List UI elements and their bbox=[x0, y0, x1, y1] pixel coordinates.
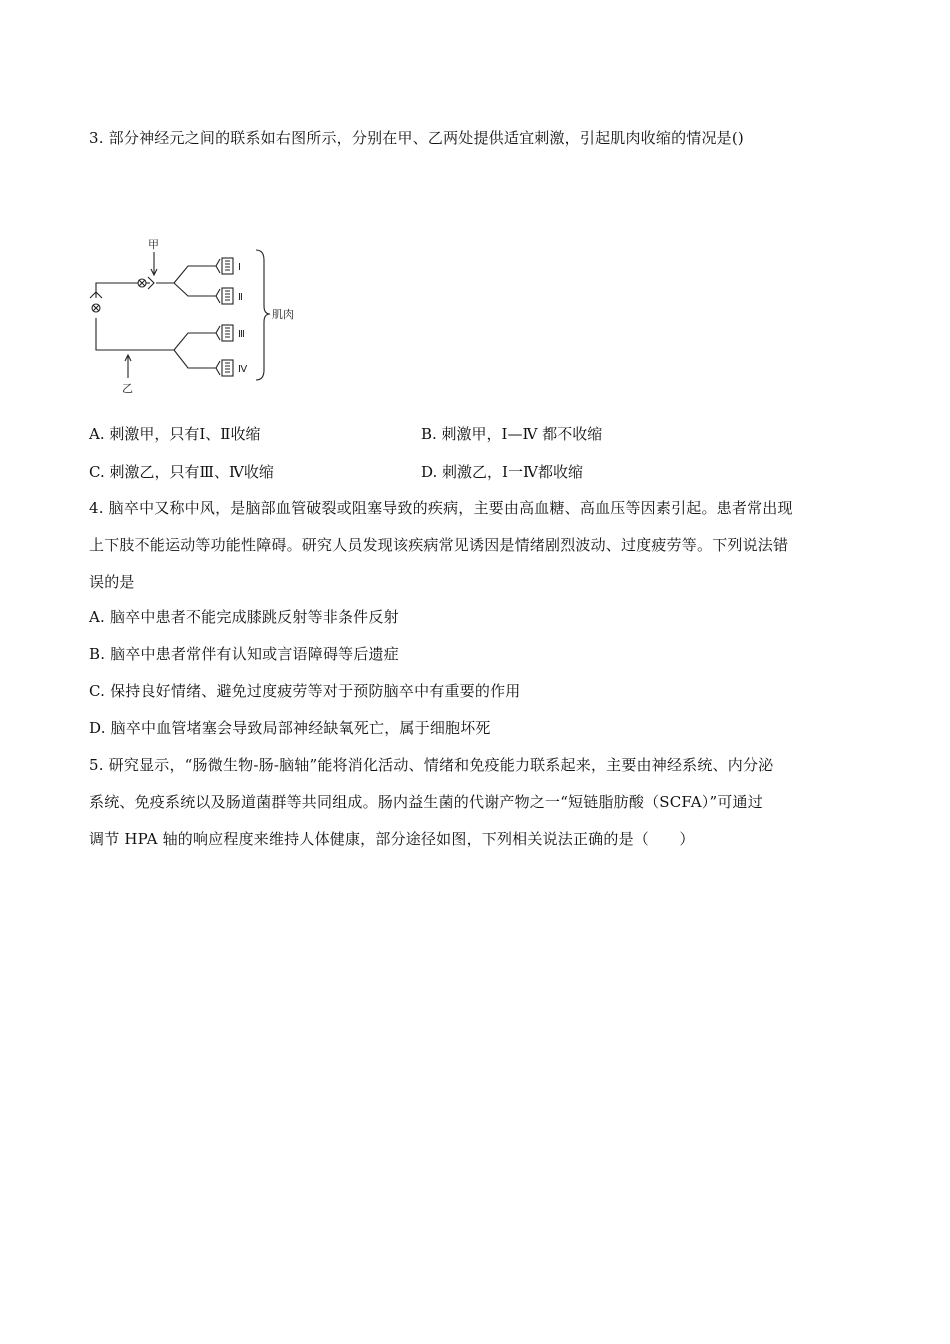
q3-stem: 3. 部分神经元之间的联系如右图所示，分别在甲、乙两处提供适宜刺激，引起肌肉收缩的情况是() bbox=[89, 129, 744, 147]
label-II: Ⅱ bbox=[238, 292, 243, 303]
label-yi: 乙 bbox=[122, 382, 133, 395]
branch-I bbox=[174, 266, 216, 283]
q5-stem-line-3: 调节 HPA 轴的响应程度来维持人体健康，部分途径如图，下列相关说法正确的是（ ） bbox=[89, 830, 695, 848]
branch-IV bbox=[174, 350, 216, 368]
muscle-ending-IV bbox=[216, 360, 233, 376]
lower-axon-line bbox=[96, 318, 174, 350]
branch-II bbox=[174, 283, 216, 296]
q5-stem-line-2: 系统、免疫系统以及肠道菌群等共同组成。肠内益生菌的代谢产物之一“短链脂肪酸（SCFA）”可通过 bbox=[89, 793, 763, 811]
q3-option-d[interactable]: D. 刺激乙，Ⅰ一Ⅳ都收缩 bbox=[421, 463, 583, 481]
q3-option-b[interactable]: B. 刺激甲，Ⅰ—Ⅳ 都不收缩 bbox=[421, 425, 603, 443]
q3-option-a[interactable]: A. 刺激甲，只有Ⅰ、Ⅱ收缩 bbox=[89, 425, 261, 443]
q4-option-c[interactable]: C. 保持良好情绪、避免过度疲劳等对于预防脑卒中有重要的作用 bbox=[89, 682, 521, 700]
q4-stem-line-1: 4. 脑卒中又称中风，是脑部血管破裂或阻塞导致的疾病，主要由高血糖、高血压等因素引起。患者常出现 bbox=[89, 499, 793, 517]
neuron-diagram-svg bbox=[86, 236, 296, 396]
upper-neuron-cross bbox=[139, 280, 145, 286]
label-IV: Ⅳ bbox=[238, 364, 248, 375]
q4-option-a[interactable]: A. 脑卒中患者不能完成膝跳反射等非条件反射 bbox=[89, 608, 399, 626]
label-III: Ⅲ bbox=[238, 329, 245, 340]
q3-option-c[interactable]: C. 刺激乙，只有Ⅲ、Ⅳ收缩 bbox=[89, 463, 274, 481]
left-neuron-cross bbox=[93, 305, 99, 311]
muscle-brace bbox=[256, 250, 270, 380]
label-muscle: 肌肉 bbox=[272, 308, 294, 321]
label-I: Ⅰ bbox=[238, 262, 241, 273]
muscle-ending-III bbox=[216, 325, 233, 341]
q5-stem-line-1: 5. 研究显示，“肠微生物-肠-脑轴”能将消化活动、情绪和免疫能力联系起来，主要由神经系统、内分泌 bbox=[89, 756, 774, 774]
branch-III bbox=[174, 333, 216, 350]
label-jia: 甲 bbox=[148, 238, 159, 251]
q4-option-b[interactable]: B. 脑卒中患者常伴有认知或言语障碍等后遗症 bbox=[89, 645, 399, 663]
neuron-diagram bbox=[86, 236, 296, 396]
q4-option-d[interactable]: D. 脑卒中血管堵塞会导致局部神经缺氧死亡，属于细胞坏死 bbox=[89, 719, 491, 737]
q4-stem-line-3: 误的是 bbox=[89, 573, 135, 591]
q4-stem-line-2: 上下肢不能运动等功能性障碍。研究人员发现该疾病常见诱因是情绪剧烈波动、过度疲劳等。下列说法错 bbox=[89, 536, 789, 554]
muscle-ending-I bbox=[216, 258, 233, 274]
muscle-ending-II bbox=[216, 288, 233, 304]
upper-axon-line bbox=[96, 283, 138, 298]
